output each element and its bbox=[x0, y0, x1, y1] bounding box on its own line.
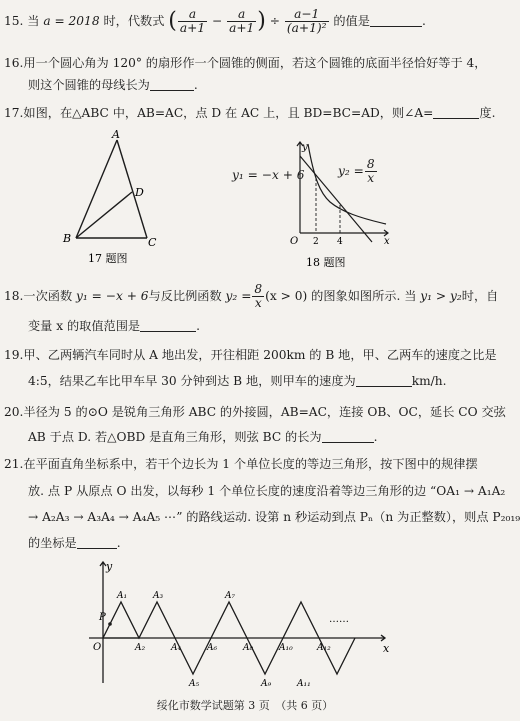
q17-answer-blank[interactable] bbox=[433, 106, 479, 119]
q19-number: 19. bbox=[4, 348, 24, 362]
q18-fraction: $\frac{8}{x}$ bbox=[254, 282, 263, 310]
fig21-label-a2: A₂ bbox=[135, 643, 146, 653]
question-16 bbox=[4, 55, 487, 71]
q15-fraction-1: $\frac{a}{a+1}$ bbox=[179, 7, 206, 35]
fig17-label-d: D bbox=[135, 186, 144, 199]
figure-17-triangle bbox=[62, 128, 172, 268]
fig21-label-a1: A₁ bbox=[117, 591, 128, 601]
fig18-origin-label: O bbox=[290, 236, 299, 247]
fig18-tick-4: 4 bbox=[337, 237, 343, 247]
fig17-label-b: B bbox=[63, 232, 72, 245]
fig21-label-a4: A₄ bbox=[171, 643, 182, 653]
fig17-side-ab bbox=[76, 140, 117, 238]
fig18-x-label: x bbox=[384, 236, 390, 247]
question-17: 17.如图，在△ABC 中，AB=AC，点 D 在 AC 上，且 BD=BC=AD，则∠A= 度. bbox=[4, 106, 496, 120]
q16-line-1: 用一个圆心角为 120° 的扇形作一个圆锥的侧面，若这个圆锥的底面半径恰好等于 4， bbox=[23, 56, 487, 70]
q18-condition: y₁ > y₂ bbox=[420, 289, 462, 303]
q15-number: 15. bbox=[4, 14, 24, 28]
fig21-label-a5: A₅ bbox=[189, 679, 200, 689]
fig18-eq-y2: y₂ = $\frac{8}{x}$ bbox=[338, 157, 375, 185]
fig18-y-label: y bbox=[302, 142, 308, 153]
q15-text-b: 时，代数式 bbox=[103, 14, 165, 28]
question-21-line-4: 的坐标是 . bbox=[28, 536, 121, 550]
q16-answer-blank[interactable] bbox=[150, 78, 194, 91]
q18-number: 18. bbox=[4, 289, 24, 303]
question-15: 15. 当 a = 2018 时，代数式 ( $\frac{a}{a+1}$ − $\frac{a}{a+1}$ ) ÷ $\frac{a-1}{\text{(a+1)²}}$ 的值是 . bbox=[4, 7, 426, 35]
fig21-label-a12: A₁₂ bbox=[317, 643, 331, 653]
question-19-line-2: 4:5，结果乙车比甲车早 30 分钟到达 B 地，则甲车的速度为 km/h. bbox=[28, 374, 447, 388]
fig18-tick-2: 2 bbox=[313, 237, 319, 247]
fig21-label-a3: A₃ bbox=[153, 591, 164, 601]
q15-a-value: a = 2018 bbox=[43, 14, 100, 28]
fig17-label-a: A bbox=[112, 128, 120, 141]
fig17-segment-bd bbox=[76, 192, 132, 238]
question-18: 18.一次函数 y₁ = −x + 6与反比例函数 y₂ = $\frac{8}{x}$ (x > 0) 的图象如图所示. 当 y₁ > y₂时，自 bbox=[4, 282, 499, 310]
q21-number: 21. bbox=[4, 457, 24, 471]
q16-number: 16. bbox=[4, 56, 24, 70]
fig21-y-label: y bbox=[106, 560, 113, 573]
q15-text-a: 当 bbox=[27, 14, 40, 28]
question-21-line-2: 放. 点 P 从原点 O 出发，以每秒 1 个单位长度的速度沿着等边三角形的边 “OA₁ → A₁A₂ bbox=[28, 484, 506, 498]
q15-answer-blank[interactable] bbox=[370, 14, 422, 27]
q17-number: 17. bbox=[4, 106, 24, 120]
page-footer: 绥化市数学试题第 3 页 （共 6 页） bbox=[156, 699, 334, 712]
q18-answer-blank[interactable] bbox=[140, 319, 196, 332]
figure-21-triangles bbox=[85, 558, 405, 692]
fig21-label-a10: A₁₀ bbox=[279, 643, 293, 653]
q20-number: 20. bbox=[4, 405, 24, 419]
q16-line-2: 则这个圆锥的母线长为 bbox=[28, 78, 150, 92]
fig21-label-a7: A₇ bbox=[225, 591, 236, 601]
q21-answer-blank[interactable] bbox=[77, 536, 117, 549]
fig18-eq-y1: y₁ = −x + 6 bbox=[232, 168, 305, 182]
question-21: 21.在平面直角坐标系中，若干个边长为 1 个单位长度的等边三角形，按下图中的规律摆 bbox=[4, 457, 478, 471]
fig21-origin-label: O bbox=[93, 642, 102, 653]
question-21-line-3: → A₂A₃ → A₃A₄ → A₄A₅ ⋯” 的路线运动. 设第 n 秒运动到点 Pₙ（n 为正整数），则点 P₂₀₁₉ bbox=[28, 510, 520, 524]
question-16-line-2: 则这个圆锥的母线长为 . bbox=[28, 78, 198, 92]
fig17-label-c: C bbox=[148, 236, 157, 249]
q20-answer-blank[interactable] bbox=[322, 430, 374, 443]
fig21-label-a11: A₁₁ bbox=[297, 679, 311, 689]
fig21-label-a9: A₉ bbox=[261, 679, 272, 689]
fig21-point-p bbox=[108, 622, 112, 626]
q17-line-1: 如图，在△ABC 中，AB=AC，点 D 在 AC 上，且 BD=BC=AD，则∠A= bbox=[23, 106, 434, 120]
question-20: 20.半径为 5 的⊙O 是锐角三角形 ABC 的外接圆，AB=AC，连接 OB、OC，延长 CO 交弦 bbox=[4, 405, 506, 419]
fig21-p-label: P bbox=[99, 612, 106, 623]
q15-fraction-2: $\frac{a}{a+1}$ bbox=[229, 7, 255, 35]
q19-answer-blank[interactable] bbox=[356, 374, 412, 387]
question-19: 19.甲、乙两辆汽车同时从 A 地出发，开往相距 200km 的 B 地，甲、乙两车的速度之比是 bbox=[4, 348, 497, 362]
q15-fraction-3: $\frac{a-1}{\text{(a+1)²}}$ bbox=[286, 7, 327, 35]
q18-y1: y₁ = −x + 6 bbox=[76, 289, 149, 303]
fig21-x-label: x bbox=[383, 642, 390, 655]
fig18-caption: 18 题图 bbox=[306, 256, 346, 269]
question-18-line-2: 变量 x 的取值范围是 . bbox=[28, 319, 200, 333]
fig21-label-a8: A₈ bbox=[243, 643, 254, 653]
question-20-line-2: AB 于点 D. 若△OBD 是直角三角形，则弦 BC 的长为 . bbox=[28, 430, 378, 444]
q15-text-c: 的值是 bbox=[333, 14, 370, 28]
q18-y2: y₂ = bbox=[225, 289, 252, 303]
fig21-label-a6: A₆ bbox=[207, 643, 218, 653]
fig21-ellipsis: …… bbox=[329, 614, 349, 625]
fig17-caption: 17 题图 bbox=[88, 252, 128, 265]
